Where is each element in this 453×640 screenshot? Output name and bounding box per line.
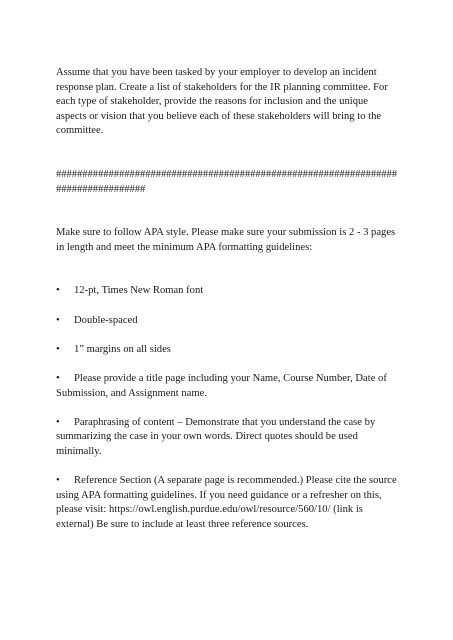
bullet-item-margins — [56, 343, 401, 358]
bullet-text: 12-pt, Times New Roman font — [74, 285, 204, 297]
bullet-text: Double-spaced — [74, 314, 138, 326]
bullet-text: Reference Section (A separate page is recommended.) Please cite the source using APA formatting guidelines. If you need guidance or a refresher on this, please visit: https://owl.english.purdue.edu/owl/resource/560/10/ (link is external) Be sure to include at least three reference sources. — [56, 475, 397, 530]
document-body — [56, 66, 401, 547]
bullet-item-font — [56, 284, 401, 299]
bullet-text: Paraphrasing of content – Demonstrate that you understand the case by summarizing the case in your own words. Direct quotes should be used minimally. — [56, 416, 376, 457]
bullet-icon: • — [56, 314, 60, 326]
bullet-item-references — [56, 474, 401, 532]
bullet-text: Please provide a title page including your Name, Course Number, Date of Submission, and Assignment name. — [56, 372, 387, 399]
bullet-item-spacing — [56, 314, 401, 329]
bullet-icon: • — [56, 416, 60, 428]
bullet-icon: • — [56, 343, 60, 355]
separator-line: ################################################################################## — [56, 168, 398, 195]
bullet-icon: • — [56, 372, 60, 384]
bullet-item-paraphrasing — [56, 416, 401, 460]
bullet-icon: • — [56, 285, 60, 297]
apa-instructions-paragraph: Make sure to follow APA style. Please make sure your submission is 2 - 3 pages in length and meet the minimum APA formatting guidelines: — [56, 227, 396, 253]
assignment-intro-paragraph: Assume that you have been tasked by your employer to develop an incident response plan. Create a list of stakeholders for the IR planning committee. For each type of stakeholder, provide the reasons for inclusion and the unique aspects or vision that you believe each of these stakeholders will bring to the committee. — [56, 67, 388, 137]
bullet-icon: • — [56, 475, 60, 487]
bullet-item-title-page — [56, 372, 401, 401]
bullet-text: 1” margins on all sides — [74, 343, 171, 355]
